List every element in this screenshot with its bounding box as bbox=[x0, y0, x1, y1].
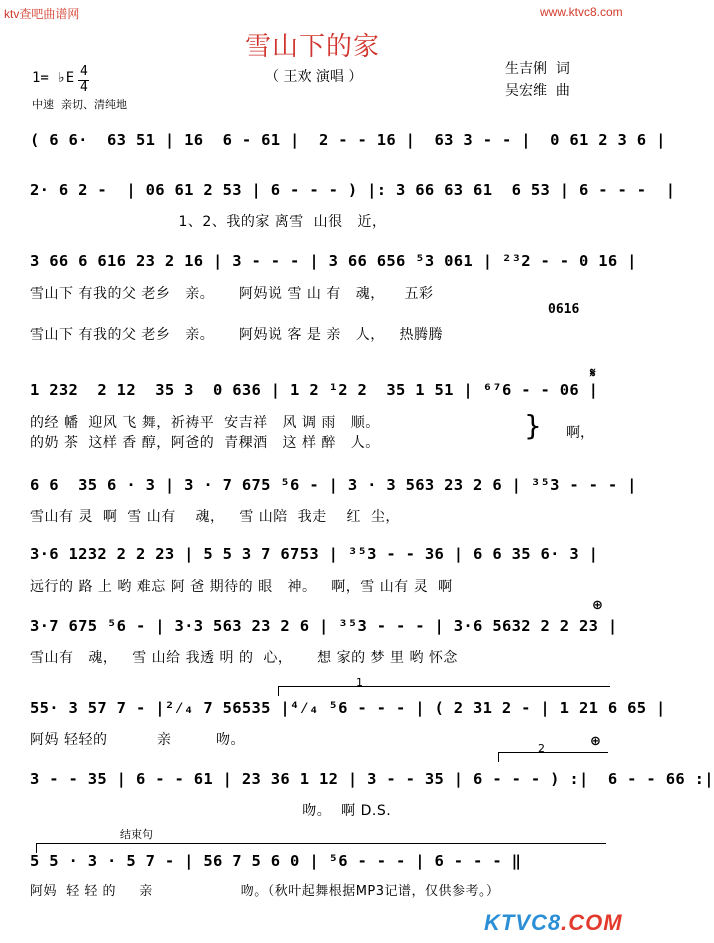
lyricist: 生吉俐 词 bbox=[505, 61, 570, 77]
tempo-marking: 中速 亲切、清纯地 bbox=[32, 98, 127, 111]
time-signature-num: 4 bbox=[80, 64, 88, 79]
brace: } bbox=[524, 409, 542, 442]
coda-mark-1: ⊕ bbox=[592, 598, 603, 613]
lyric-row-8: 阿妈 轻轻的 亲 吻。 bbox=[30, 732, 246, 748]
lyric-row-5: 雪山有 灵 啊 雪 山有 魂， 雪 山陪 我走 红 尘， bbox=[30, 509, 400, 525]
watermark-left: ktv查吧曲谱网 bbox=[4, 7, 80, 21]
volta-2-label: 2 bbox=[538, 742, 545, 755]
singer: （ 王欢 演唱 ） bbox=[265, 69, 363, 85]
volta-1-label: 1 bbox=[356, 676, 363, 689]
notation-row-5: 6 6 35 6 · 3 | 3 · 7 675 ⁵6 - | 3 · 3 563 23 2 6 | ³⁵3 - - - | bbox=[30, 476, 637, 494]
notation-row-2: 2· 6 2 - | 06 61 2 53 | 6 - - - ) |: 3 66 63 61 6 53 | 6 - - - | bbox=[30, 181, 676, 199]
lyric-row-7: 雪山有 魂， 雪 山给 我透 明 的 心， 想 家的 梦 里 哟 怀念 bbox=[30, 650, 458, 666]
brand-main: KTVC8 bbox=[484, 910, 562, 935]
song-title: 雪山下的家 bbox=[245, 32, 381, 62]
volta-1-hook bbox=[278, 686, 279, 696]
notation-row-3: 3 66 6 616 23 2 16 | 3 - - - | 3 66 656 ⁵3 061 | ²³2 - - 0 16 | bbox=[30, 252, 637, 270]
notation-row-1: ( 6 6· 63 51 | 16 6 - 61 | 2 - - 16 | 63 3 - - | 0 61 2 3 6 | bbox=[30, 131, 666, 149]
lyric-row-3a: 雪山下 有我的父 老乡 亲。 阿妈说 雪 山 有 魂， 五彩 bbox=[30, 286, 434, 302]
lyric-row-3b: 雪山下 有我的父 老乡 亲。 阿妈说 客 是 亲 人， 热腾腾 bbox=[30, 327, 444, 343]
notation-row-6: 3·6 1232 2 2 23 | 5 5 3 7 6753 | ³⁵3 - - 36 | 6 6 35 6· 3 | bbox=[30, 545, 599, 563]
ending-label: 结束句 bbox=[120, 828, 153, 841]
lyric-row-4b: 的奶 茶 这样 香 醇，阿爸的 青稞酒 这 样 醉 人。 bbox=[30, 435, 380, 451]
volta-2-bracket bbox=[498, 752, 608, 753]
chorus-lyric: 啊， bbox=[566, 425, 594, 441]
notation-row-4: 1 232 2 12 35 3 0 636 | 1 2 ¹2 2 35 1 51 | ⁶⁷6 - - 06 | bbox=[30, 381, 599, 399]
lyric-row-10: 阿妈 轻 轻 的 亲 吻。（秋叶起舞根据MP3记谱，仅供参考。） bbox=[30, 884, 500, 899]
time-signature-den: 4 bbox=[80, 80, 88, 95]
lyric-row-4a: 的经 幡 迎风 飞 舞，祈祷平 安吉祥 风 调 雨 顺。 bbox=[30, 415, 380, 431]
key-signature: 1= ♭E bbox=[32, 70, 75, 86]
ending-bracket bbox=[36, 843, 606, 844]
lyric-row-9: 吻。 啊 D.S. bbox=[30, 803, 392, 819]
coda-mark-2: ⊕ bbox=[590, 734, 601, 749]
lyric-row-2: 1、2、我的家 离雪 山很 近， bbox=[30, 214, 387, 230]
notation-row-8: 55· 3 57 7 - |²⁄₄ 7 56535 |⁴⁄₄ ⁵6 - - - | ( 2 31 2 - | 1 21 6 65 | bbox=[30, 699, 666, 717]
watermark-right: www.ktvc8.com bbox=[540, 5, 623, 19]
volta-2-hook bbox=[498, 752, 499, 762]
brand-logo bbox=[484, 910, 623, 936]
extra-notes: 0616 bbox=[548, 302, 580, 317]
segno-mark: 𝄋 bbox=[590, 366, 596, 381]
notation-row-10: 5 5 · 3 · 5 7 - | 56 7 5 6 0 | ⁵6 - - - | 6 - - - ‖ bbox=[30, 852, 522, 870]
notation-row-7: 3·7 675 ⁵6 - | 3·3 563 23 2 6 | ³⁵3 - - - | 3·6 5632 2 2 23 | bbox=[30, 617, 618, 635]
brand-suffix: .COM bbox=[561, 910, 623, 935]
composer: 吴宏维 曲 bbox=[505, 83, 570, 99]
volta-1-bracket bbox=[278, 686, 610, 687]
notation-row-9: 3 - - 35 | 6 - - 61 | 23 36 1 12 | 3 - - 35 | 6 - - - ) :| 6 - - 66 :| bbox=[30, 770, 714, 788]
lyric-row-6: 远行的 路 上 哟 难忘 阿 爸 期待的 眼 神。 啊，雪 山有 灵 啊 bbox=[30, 579, 453, 595]
